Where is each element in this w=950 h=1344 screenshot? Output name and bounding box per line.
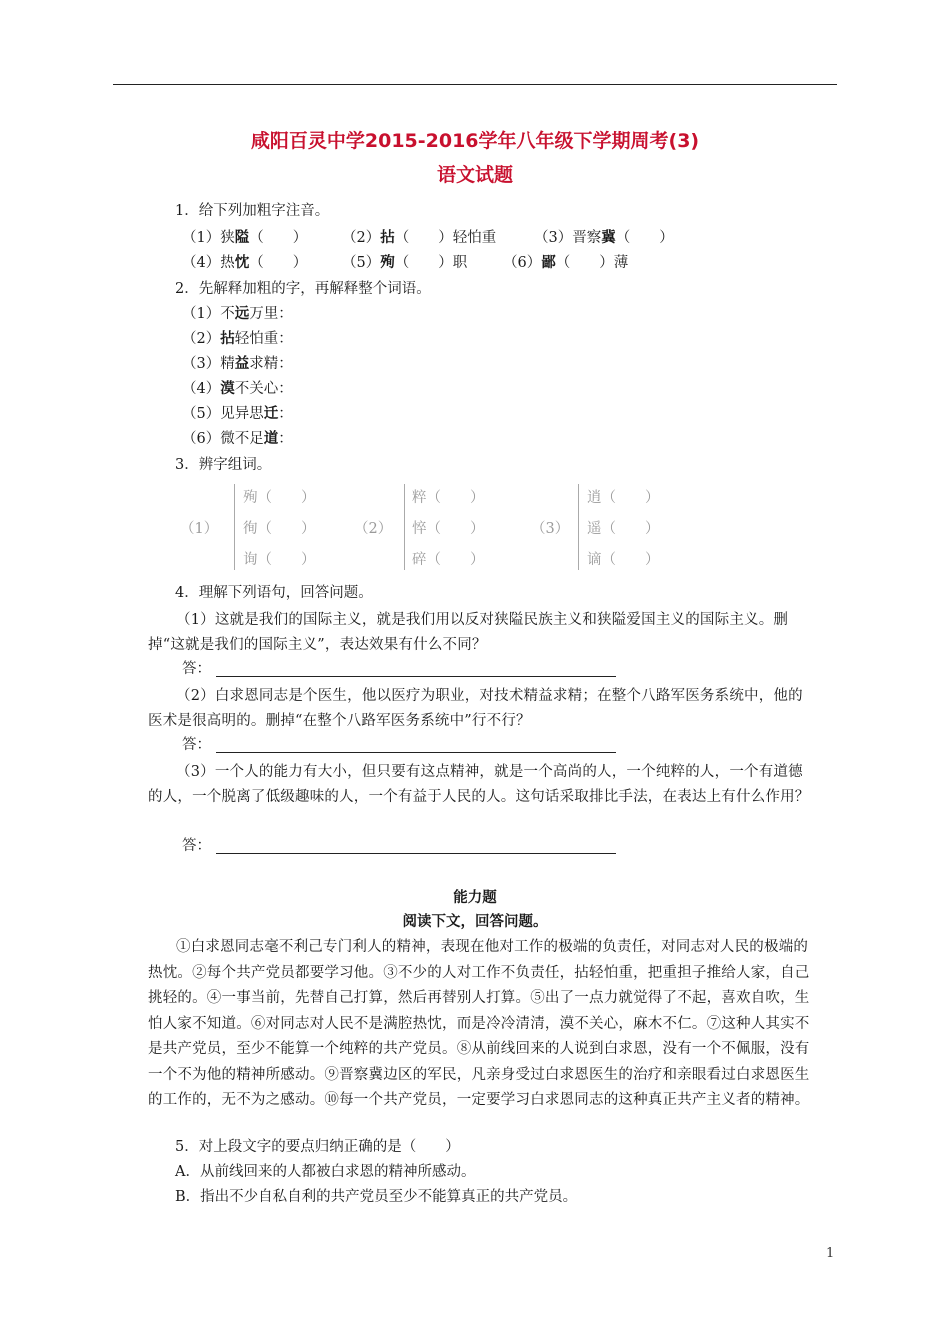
q1-item-2: （2）拈（ ）轻怕重 — [342, 229, 497, 246]
q5-option-a: A．从前线回来的人都被白求恩的精神所感动。 — [175, 1164, 476, 1180]
q3-group-1-char-3: 询（ ） — [243, 552, 316, 568]
q2-item-2: （2）拈轻怕重： — [182, 330, 293, 347]
q4-answer-label-3: 答： — [182, 838, 211, 854]
q1-item-3: （3）晋察冀（ ） — [534, 229, 674, 246]
q1-item-5: （5）殉（ ）职 — [342, 254, 468, 271]
q4-sub3: （3）一个人的能力有大小，但只要有这点精神，就是一个高尚的人，一个纯粹的人，一个有道德的人，一个脱离了低级趣味的人，一个有益于人民的人。这句话采取排比手法，在表达上有什么作用？ — [148, 764, 810, 805]
q4-stem: 4．理解下列语句，回答问题。 — [175, 585, 373, 601]
q5-stem: 5．对上段文字的要点归纳正确的是（ ） — [175, 1139, 460, 1155]
q1-item-1: （1）狭隘（ ） — [182, 229, 308, 246]
q3-group-3-char-3: 谪（ ） — [587, 552, 660, 568]
q3-group-2-char-2: 悴（ ） — [412, 521, 485, 537]
header-rule — [113, 84, 837, 85]
q4-answer-label-2: 答： — [182, 737, 211, 753]
q4-sub1: （1）这就是我们的国际主义，就是我们用以反对狭隘民族主义和狭隘爱国主义的国际主义。删掉“这就是我们的国际主义”，表达效果有什么不同？ — [148, 612, 789, 653]
q2-item-5: （5）见异思迁： — [182, 405, 293, 422]
q2-stem: 2．先解释加粗的字，再解释整个词语。 — [175, 281, 431, 297]
q3-group-2-char-3: 碎（ ） — [412, 552, 485, 568]
reading-passage: ①白求恩同志毫不利己专门利人的精神，表现在他对工作的极端的负责任，对同志对人民的极端的热忱。②每个共产党员都要学习他。③不少的人对工作不负责任，拈轻怕重，把重担子推给人家，自己挑轻的。④一事当前，先替自己打算，然后再替别人打算。⑤出了一点力就觉得了不起，喜欢自吹，生怕人家不知道。⑥对同志对人民不是满腔热忱，而是冷冷清清，漠不关心，麻木不仁。⑦这种人其实不是共产党员，至少不能算一个纯粹的共产党员。⑧从前线回来的人说到白求恩，没有一个不佩服，没有一个不为他的精神所感动。⑨晋察冀边区的军民，凡亲身受过白求恩医生的治疗和亲眼看过白求恩医生的工作的，无不为之感动。⑩每一个共产党员，一定要学习白求恩同志的这种真正共产主义者的精神。 — [148, 939, 810, 1108]
q3-group-3-brace — [578, 484, 579, 570]
q2-item-3: （3）精益求精： — [182, 355, 293, 372]
q1-stem: 1．给下列加粗字注音。 — [175, 203, 330, 219]
q2-item-1: （1）不远万里： — [182, 305, 293, 322]
q3-group-1-number: （1） — [180, 521, 219, 537]
q4-answer-label-1: 答： — [182, 661, 211, 677]
q3-group-3-number: （3） — [531, 521, 570, 537]
q4-sub2: （2）白求恩同志是个医生，他以医疗为职业，对技术精益求精；在整个八路军医务系统中，他的医术是很高明的。删掉“在整个八路军医务系统中”行不行？ — [148, 688, 803, 729]
q3-group-3-char-1: 逍（ ） — [587, 490, 660, 506]
q3-group-3-char-2: 遥（ ） — [587, 521, 660, 537]
page-subtitle: 语文试题 — [436, 164, 513, 186]
q3-stem: 3．辨字组词。 — [175, 457, 272, 473]
section-instruction: 阅读下文，回答问题。 — [402, 914, 548, 930]
page-number: 1 — [826, 1246, 835, 1261]
q3-group-2-brace — [404, 484, 405, 570]
q3-group-2-char-1: 粹（ ） — [412, 490, 485, 506]
q4-answer-line-2 — [216, 752, 616, 753]
q1-item-6: （6）鄙（ ）薄 — [503, 254, 629, 271]
q3-group-2-number: （2） — [354, 521, 393, 537]
section-title: 能力题 — [453, 890, 497, 906]
q3-group-1-char-1: 殉（ ） — [243, 490, 316, 506]
page-title: 咸阳百灵中学2015-2016学年八年级下学期周考(3) — [250, 130, 700, 152]
q2-item-6: （6）微不足道： — [182, 430, 293, 447]
q4-answer-line-1 — [216, 676, 616, 677]
q5-option-b: B．指出不少自私自利的共产党员至少不能算真正的共产党员。 — [175, 1189, 578, 1205]
q3-group-1-brace — [234, 484, 235, 570]
q4-answer-line-3 — [216, 853, 616, 854]
q1-item-4: （4）热忱（ ） — [182, 254, 308, 271]
q3-group-1-char-2: 徇（ ） — [243, 521, 316, 537]
q2-item-4: （4）漠不关心： — [182, 380, 293, 397]
